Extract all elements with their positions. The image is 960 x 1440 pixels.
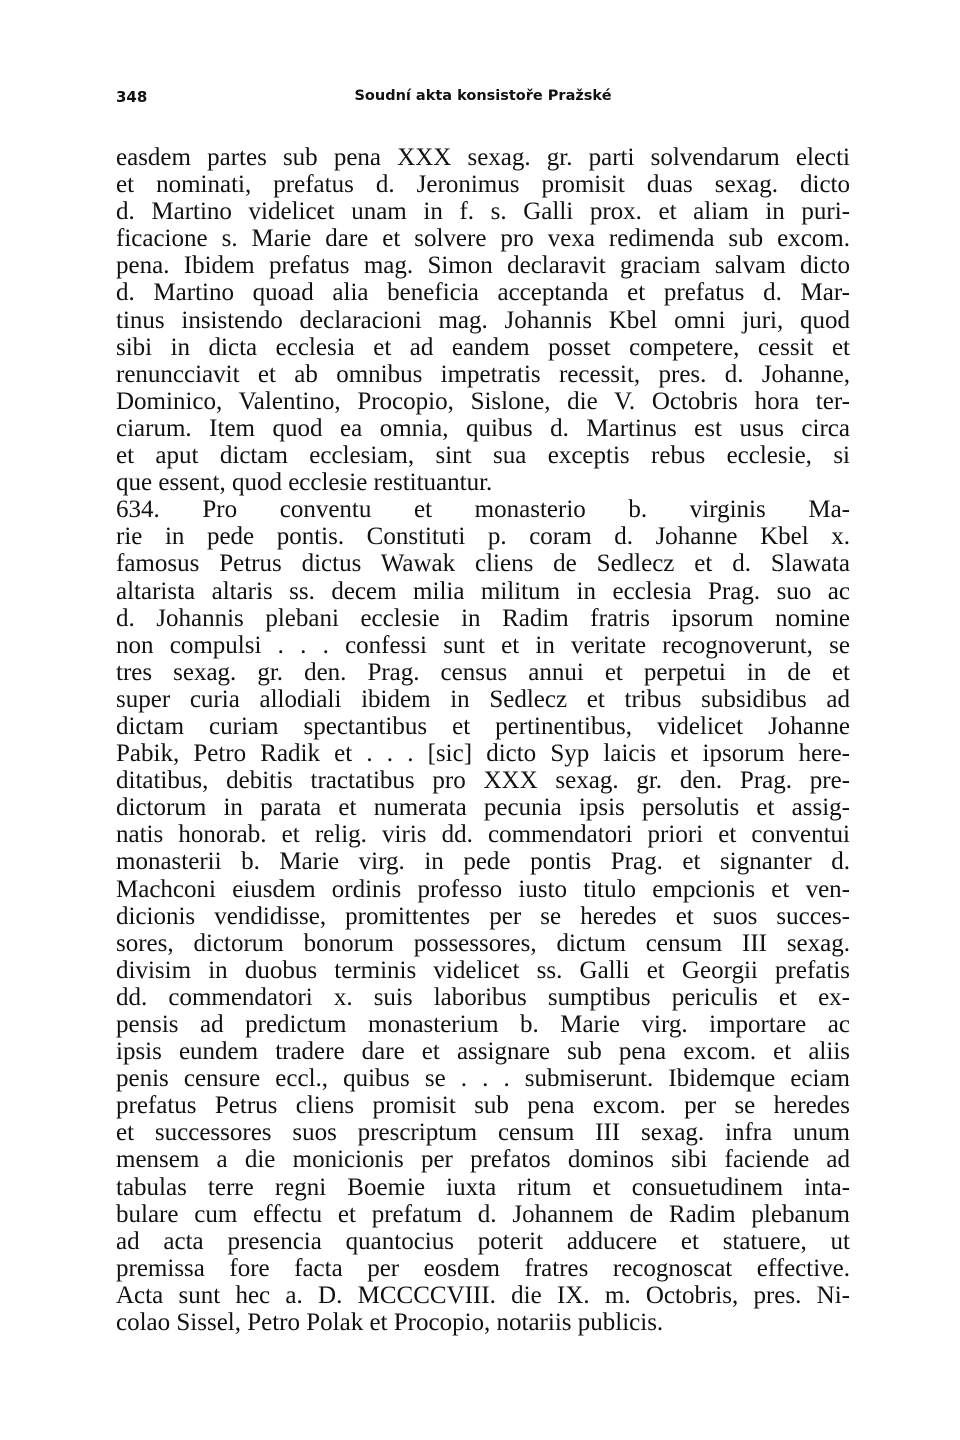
body-text: [116, 144, 850, 1336]
text-line: Dominico, Valentino, Procopio, Sislone, die V. Octobris hora ter-: [116, 387, 850, 415]
section-heading-line: 634. Pro conventu et monasterio b. virginis Ma-: [116, 496, 850, 524]
text-line: et successores suos prescriptum censum III sexag. infra unum: [116, 1119, 850, 1147]
text-line: rie in pede pontis. Constituti p. coram d. Johanne Kbel x.: [116, 523, 850, 551]
text-line: ad acta presencia quantocius poterit adducere et statuere, ut: [116, 1227, 850, 1255]
text-line: dictorum in parata et numerata pecunia ipsis persolutis et assig-: [116, 794, 850, 822]
page-number: 348: [116, 88, 148, 106]
text-line: ficacione s. Marie dare et solvere pro vexa redimenda sub excom.: [116, 225, 850, 253]
text-line: dictam curiam spectantibus et pertinentibus, videlicet Johanne: [116, 712, 850, 740]
text-line: penis censure eccl., quibus se . . . submiserunt. Ibidemque eciam: [116, 1065, 850, 1093]
text-line: altarista altaris ss. decem milia militum in ecclesia Prag. suo ac: [116, 577, 850, 605]
text-line: easdem partes sub pena XXX sexag. gr. parti solvendarum electi: [116, 144, 850, 171]
text-line: et nominati, prefatus d. Jeronimus promisit duas sexag. dicto: [116, 171, 850, 199]
text-line: que essent, quod ecclesie restituantur.: [116, 469, 493, 497]
text-line: famosus Petrus dictus Wawak cliens de Sedlecz et d. Slawata: [116, 550, 850, 578]
text-line: monasterii b. Marie virg. in pede pontis Prag. et signanter d.: [116, 848, 850, 876]
text-line: ditatibus, debitis tractatibus pro XXX sexag. gr. den. Prag. pre-: [116, 767, 850, 795]
text-line: bulare cum effectu et prefatum d. Johannem de Radim plebanum: [116, 1200, 850, 1228]
text-line: non compulsi . . . confessi sunt et in veritate recognoverunt, se: [116, 631, 850, 659]
text-line: dicionis vendidisse, promittentes per se heredes et suos succes-: [116, 902, 850, 930]
text-line: d. Martino quoad alia beneficia acceptanda et prefatus d. Mar-: [116, 279, 850, 307]
text-line: pena. Ibidem prefatus mag. Simon declaravit graciam salvam dicto: [116, 252, 850, 280]
text-line: natis honorab. et relig. viris dd. commendatori priori et conventui: [116, 821, 850, 849]
text-line: Acta sunt hec a. D. MCCCCVIII. die IX. m. Octobris, pres. Ni-: [116, 1281, 850, 1309]
text-line: d. Martino videlicet unam in f. s. Galli prox. et aliam in puri-: [116, 198, 850, 226]
text-line: super curia allodiali ibidem in Sedlecz et tribus subsidibus ad: [116, 685, 850, 713]
text-line: Pabik, Petro Radik et . . . [sic] dicto Syp laicis et ipsorum here-: [116, 740, 850, 768]
text-line: ipsis eundem tradere dare et assignare sub pena excom. et aliis: [116, 1038, 850, 1066]
text-line: renuncciavit et ab omnibus impetratis recessit, pres. d. Johanne,: [116, 360, 850, 388]
text-line: d. Johannis plebani ecclesie in Radim fratris ipsorum nomine: [116, 604, 850, 632]
text-line: mensem a die monicionis per prefatos dominos sibi faciende ad: [116, 1146, 850, 1174]
page-header: [116, 88, 850, 114]
text-line: dd. commendatori x. suis laboribus sumptibus periculis et ex-: [116, 983, 850, 1011]
running-title: Soudní akta konsistoře Pražské: [354, 88, 612, 104]
text-line: tabulas terre regni Boemie iuxta ritum et consuetudinem inta-: [116, 1173, 850, 1201]
text-line: divisim in duobus terminis videlicet ss. Galli et Georgii prefatis: [116, 956, 850, 984]
text-line: tinus insistendo declaracioni mag. Johannis Kbel omni juri, quod: [116, 306, 850, 334]
text-line: sores, dictorum bonorum possessores, dictum censum III sexag.: [116, 929, 850, 957]
text-line: prefatus Petrus cliens promisit sub pena excom. per se heredes: [116, 1092, 850, 1120]
text-line: colao Sissel, Petro Polak et Procopio, notariis publicis.: [116, 1309, 664, 1337]
text-line: premissa fore facta per eosdem fratres recognoscat effective.: [116, 1254, 850, 1282]
text-line: Machconi eiusdem ordinis professo iusto titulo empcionis et ven-: [116, 875, 850, 903]
text-line: ciarum. Item quod ea omnia, quibus d. Martinus est usus circa: [116, 414, 850, 442]
text-line: tres sexag. gr. den. Prag. census annui et perpetui in de et: [116, 658, 850, 686]
text-line: pensis ad predictum monasterium b. Marie virg. importare ac: [116, 1011, 850, 1038]
text-line: sibi in dicta ecclesia et ad eandem posset competere, cessit et: [116, 333, 850, 361]
text-line: et aput dictam ecclesiam, sint sua exceptis rebus ecclesie, si: [116, 442, 850, 470]
